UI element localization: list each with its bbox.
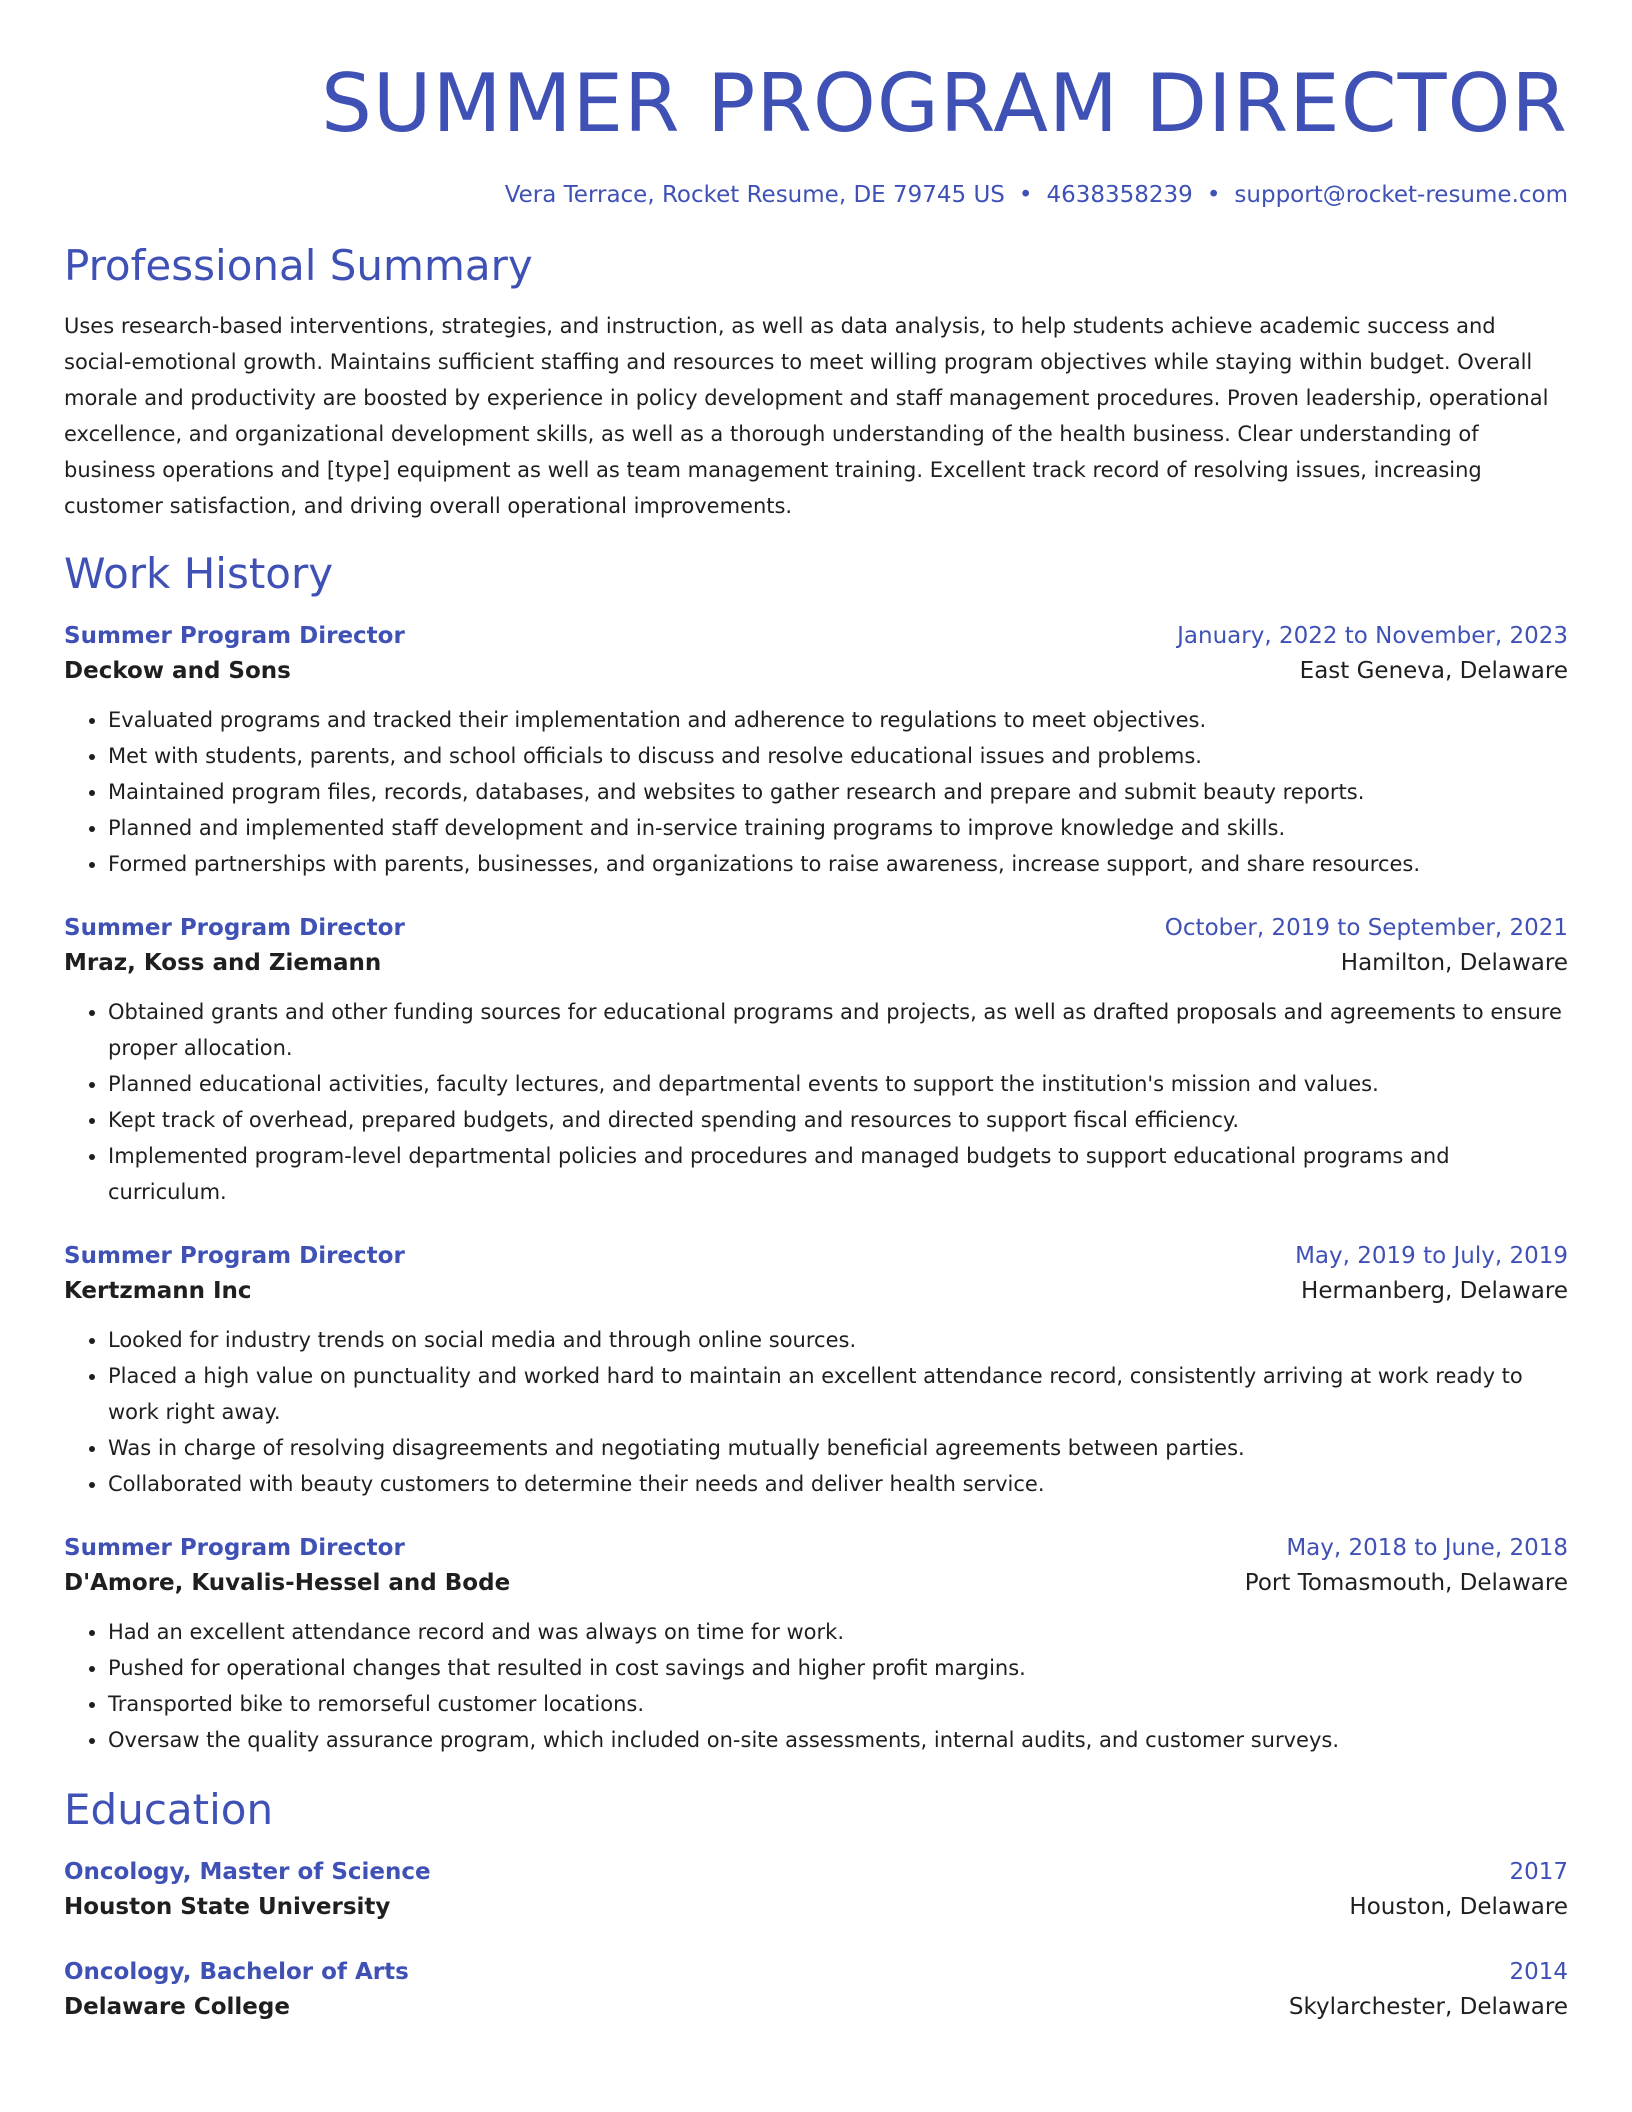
school-location: Houston, Delaware bbox=[1349, 1894, 1568, 1920]
company-name: D'Amore, Kuvalis-Hessel and Bode bbox=[64, 1570, 511, 1596]
bullet-item: • Had an excellent attendance record and was always on time for work. bbox=[108, 1614, 1568, 1650]
bullet-item: • Placed a high value on punctuality and worked hard to maintain an excellent attendance record, consistently arriving at work ready to work right away. bbox=[108, 1358, 1568, 1430]
contact-phone: 4638358239 bbox=[1046, 182, 1193, 208]
education-school-row bbox=[64, 1888, 1568, 1926]
job-entry bbox=[64, 1240, 1568, 1502]
bullet-item: • Looked for industry trends on social media and through online sources. bbox=[108, 1322, 1568, 1358]
bullet-item: • Pushed for operational changes that resulted in cost savings and higher profit margins. bbox=[108, 1650, 1568, 1686]
bullet-item: • Evaluated programs and tracked their implementation and adherence to regulations to meet objectives. bbox=[108, 702, 1568, 738]
job-title: Summer Program Director bbox=[64, 1535, 405, 1561]
bullet-item: • Collaborated with beauty customers to determine their needs and deliver health service. bbox=[108, 1466, 1568, 1502]
company-name: Kertzmann Inc bbox=[64, 1278, 252, 1304]
job-dates: October, 2019 to September, 2021 bbox=[1164, 915, 1568, 941]
school-name: Houston State University bbox=[64, 1894, 391, 1920]
education-entry bbox=[64, 1956, 1568, 2026]
graduation-year: 2017 bbox=[1509, 1859, 1568, 1885]
bullet-item: • Was in charge of resolving disagreements and negotiating mutually beneficial agreements between parties. bbox=[108, 1430, 1568, 1466]
section-heading-summary: Professional Summary bbox=[64, 241, 533, 290]
work-history-section bbox=[64, 548, 1568, 1758]
separator-dot: • bbox=[1018, 182, 1033, 208]
separator-dot: • bbox=[1206, 182, 1221, 208]
company-name: Deckow and Sons bbox=[64, 658, 291, 684]
job-bullets bbox=[64, 702, 1568, 882]
section-heading-work: Work History bbox=[64, 549, 334, 598]
job-location: Hermanberg, Delaware bbox=[1301, 1278, 1568, 1304]
summary-section bbox=[64, 240, 1568, 524]
resume-page bbox=[64, 0, 1568, 2026]
education-header-row bbox=[64, 1956, 1568, 1988]
job-bullets bbox=[64, 1614, 1568, 1758]
job-entry bbox=[64, 1532, 1568, 1758]
job-title: Summer Program Director bbox=[64, 623, 405, 649]
bullet-item: • Kept track of overhead, prepared budgets, and directed spending and resources to support fiscal efficiency. bbox=[108, 1102, 1568, 1138]
education-list bbox=[64, 1856, 1568, 2026]
bullet-item: • Implemented program-level departmental policies and procedures and managed budgets to support educational programs and curriculum. bbox=[108, 1138, 1568, 1210]
job-header-row bbox=[64, 912, 1568, 944]
job-company-row bbox=[64, 652, 1568, 690]
job-dates: January, 2022 to November, 2023 bbox=[1177, 623, 1568, 649]
bullet-item: • Oversaw the quality assurance program, which included on-site assessments, internal audits, and customer surveys. bbox=[108, 1722, 1568, 1758]
page-title: SUMMER PROGRAM DIRECTOR bbox=[321, 57, 1568, 150]
contact-line bbox=[64, 180, 1568, 210]
school-name: Delaware College bbox=[64, 1994, 290, 2020]
contact-address: Vera Terrace, Rocket Resume, DE 79745 US bbox=[504, 182, 1005, 208]
job-location: Hamilton, Delaware bbox=[1340, 950, 1568, 976]
company-name: Mraz, Koss and Ziemann bbox=[64, 950, 382, 976]
degree: Oncology, Master of Science bbox=[64, 1859, 431, 1885]
job-list bbox=[64, 620, 1568, 1758]
bullet-item: • Planned educational activities, faculty lectures, and departmental events to support the institution's mission and values. bbox=[108, 1066, 1568, 1102]
job-header-row bbox=[64, 620, 1568, 652]
bullet-item: • Planned and implemented staff development and in-service training programs to improve knowledge and skills. bbox=[108, 810, 1568, 846]
education-header-row bbox=[64, 1856, 1568, 1888]
education-school-row bbox=[64, 1988, 1568, 2026]
job-location: Port Tomasmouth, Delaware bbox=[1244, 1570, 1568, 1596]
job-company-row bbox=[64, 1564, 1568, 1602]
bullet-item: • Obtained grants and other funding sources for educational programs and projects, as well as drafted proposals and agreements to ensure proper allocation. bbox=[108, 994, 1568, 1066]
contact-email: support@rocket-resume.com bbox=[1234, 182, 1568, 208]
section-heading-education: Education bbox=[64, 1785, 274, 1834]
job-company-row bbox=[64, 944, 1568, 982]
education-entry bbox=[64, 1856, 1568, 1926]
job-entry bbox=[64, 620, 1568, 882]
bullet-item: • Transported bike to remorseful customer locations. bbox=[108, 1686, 1568, 1722]
bullet-item: • Maintained program files, records, databases, and websites to gather research and prepare and submit beauty reports. bbox=[108, 774, 1568, 810]
summary-text: Uses research-based interventions, strategies, and instruction, as well as data analysis, to help students achieve academic success and social-emotional growth. Maintains sufficient staffing and resources to meet willing program objectives while staying within budget. Overall morale and productivity are boosted by experience in policy development and staff management procedures. Proven leadership, operational excellence, and organizational development skills, as well as a thorough understanding of the health business. Clear understanding of business operations and [type] equipment as well as team management training. Excellent track record of resolving issues, increasing customer satisfaction, and driving overall operational improvements. bbox=[64, 314, 1549, 518]
job-dates: May, 2019 to July, 2019 bbox=[1295, 1243, 1568, 1269]
job-title: Summer Program Director bbox=[64, 915, 405, 941]
job-bullets bbox=[64, 1322, 1568, 1502]
job-header-row bbox=[64, 1240, 1568, 1272]
job-company-row bbox=[64, 1272, 1568, 1310]
job-dates: May, 2018 to June, 2018 bbox=[1286, 1535, 1568, 1561]
school-location: Skylarchester, Delaware bbox=[1288, 1994, 1568, 2020]
job-header-row bbox=[64, 1532, 1568, 1564]
graduation-year: 2014 bbox=[1509, 1959, 1568, 1985]
job-location: East Geneva, Delaware bbox=[1299, 658, 1568, 684]
degree: Oncology, Bachelor of Arts bbox=[64, 1959, 409, 1985]
education-section bbox=[64, 1784, 1568, 2026]
job-title: Summer Program Director bbox=[64, 1243, 405, 1269]
job-entry bbox=[64, 912, 1568, 1210]
job-bullets bbox=[64, 994, 1568, 1210]
bullet-item: • Formed partnerships with parents, businesses, and organizations to raise awareness, increase support, and share resources. bbox=[108, 846, 1568, 882]
bullet-item: • Met with students, parents, and school officials to discuss and resolve educational issues and problems. bbox=[108, 738, 1568, 774]
